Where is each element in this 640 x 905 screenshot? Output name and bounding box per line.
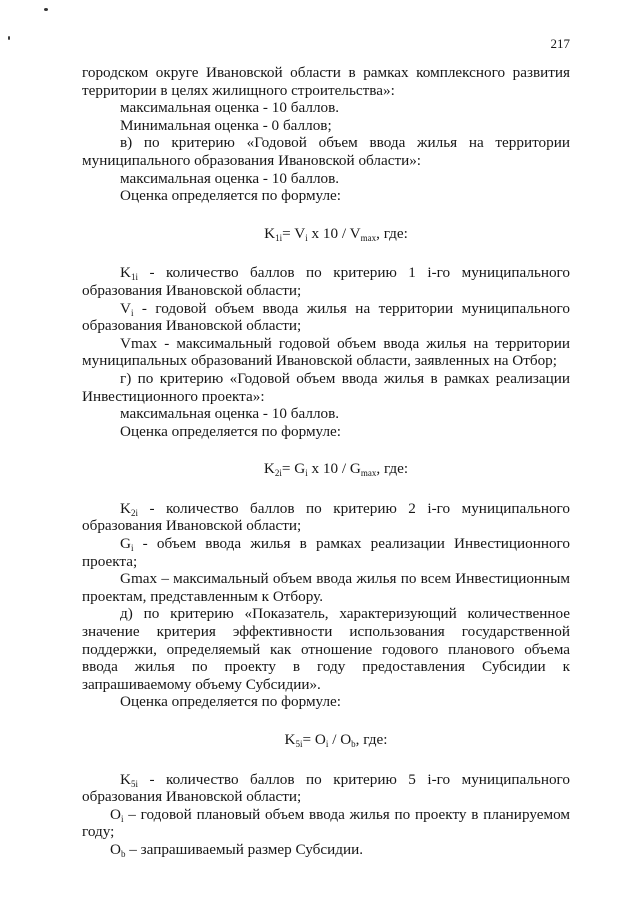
paragraph: $O_b$ – запрашиваемый размер Субсидии. — [110, 840, 364, 859]
paragraph: максимальная оценка - 10 баллов. — [120, 99, 340, 117]
paragraph: максимальная оценка - 10 баллов. — [120, 169, 340, 187]
paragraph: $O_i$ – годовой плановый объем ввода жилья по проекту в планируемом году; — [82, 805, 570, 841]
formula: $K_{5i}= O_i / O_b$, где: — [284, 731, 388, 749]
paragraph: Оценка определяется по формуле: — [120, 422, 342, 440]
paragraph: $G_i$ - объем ввода жилья в рамках реализации Инвестиционного проекта; — [82, 535, 570, 570]
paragraph: Минимальная оценка - 0 баллов; — [120, 116, 332, 134]
paragraph: Оценка определяется по формуле: — [120, 187, 342, 205]
document-body — [82, 64, 570, 859]
paragraph: $V_i$ - годовой объем ввода жилья на территории муниципального образования Ивановской области; — [82, 299, 570, 335]
scan-speck — [8, 36, 10, 40]
formula: $K_{1i}= V_i$ x $10 / V_{max}$, где: — [264, 224, 408, 243]
paragraph: Vmax - максимальный годовой объем ввода жилья на территории муниципальных образований Ивановской области, заявленных на Отбор; — [82, 334, 570, 370]
paragraph: $K_{2i}$ - количество баллов по критерию 2 i-го муниципального образования Ивановской области; — [82, 499, 570, 535]
paragraph: $K_{1i}$ - количество баллов по критерию 1 i-го муниципального образования Ивановской области; — [82, 264, 570, 299]
scan-speck — [44, 8, 48, 11]
paragraph: г) по критерию «Годовой объем ввода жилья в рамках реализации Инвестиционного проекта»: — [82, 369, 570, 405]
paragraph: Оценка определяется по формуле: — [120, 693, 342, 711]
paragraph: городском округе Ивановской области в рамках комплексного развития территории в целях жилищного строительства»: — [82, 64, 570, 99]
page-number: 217 — [550, 36, 570, 51]
paragraph: в) по критерию «Годовой объем ввода жилья на территории муниципального образования Ивановской области»: — [82, 134, 570, 169]
paragraph: максимальная оценка - 10 баллов. — [120, 405, 340, 423]
paragraph: д) по критерию «Показатель, характеризующий количественное значение критерия эффективности использования государственной поддержки, определяемый как отношение годового планового объема ввода жилья по проекту в году предоставления Субсидии к запрашиваемому объему Субсидии». — [82, 605, 570, 693]
formula: $K_{2i}= G_i$ x $10 / G_{max}$, где: — [263, 460, 409, 479]
paragraph: $K_{5i}$ - количество баллов по критерию 5 i-го муниципального образования Ивановской области; — [82, 770, 570, 806]
paragraph: Gmax – максимальный объем ввода жилья по всем Инвестиционным проектам, представленным к Отбору. — [82, 570, 570, 605]
